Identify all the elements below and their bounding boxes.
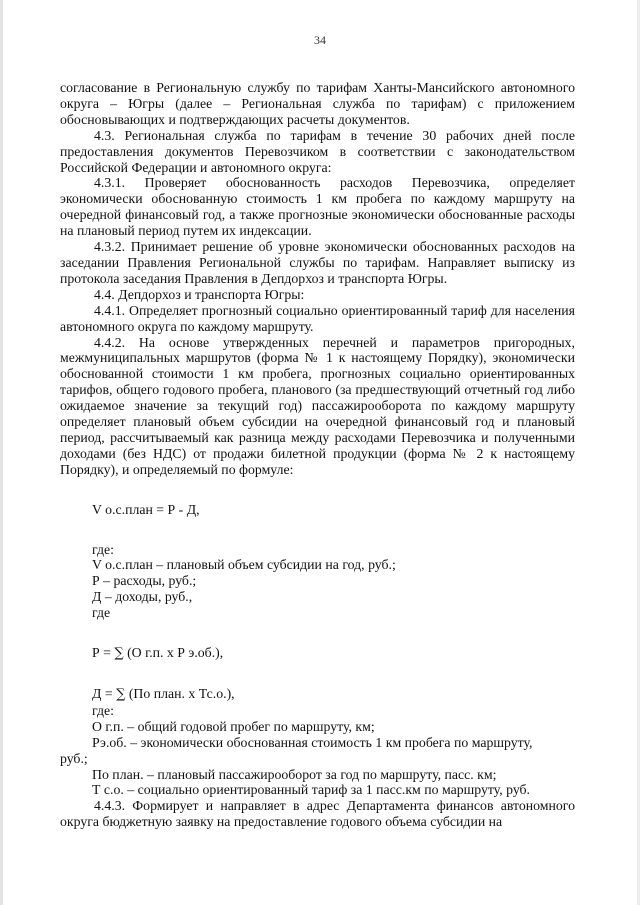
spacer (60, 662, 575, 686)
where-label: где: (92, 702, 114, 718)
definition-expenses: Р – расходы, руб.; (92, 573, 197, 589)
paragraph-4-3-2: 4.3.2. Принимает решение об уровне экономически обоснованных расходов на заседании Правления Региональной службы по тарифам. Направляет выписку из протокола заседания Правления в Депдорхоз и транспорта Югры. (60, 239, 575, 286)
definition-mileage: О г.п. – общий годовой пробег по маршруту, км; (92, 718, 375, 734)
formula-subsidy: V о.с.план = Р - Д, (92, 501, 200, 517)
definition-subsidy: V о.с.план – плановый объем субсидии на год, руб.; (92, 557, 396, 573)
where-label: где: (92, 541, 114, 557)
spacer (60, 518, 575, 542)
document-body (60, 80, 575, 830)
page-number: 34 (314, 33, 326, 47)
formula-expenses: Р = ∑ (О г.п. х Р э.об.), (92, 645, 224, 662)
paragraph-4-3: 4.3. Региональная служба по тарифам в течение 30 рабочих дней после предоставления документов Перевозчиком в соответствии с законодательством Российской Федерации и автономного округа: (60, 127, 575, 175)
formula-income: Д = ∑ (По план. х Тс.о.), (92, 686, 235, 702)
paragraph-4-4-3: 4.4.3. Формирует и направляет в адрес Департамента финансов автономного округа бюджетную заявку на предоставление годового объема субсидии на (60, 798, 575, 830)
paragraph-intro: согласование в Региональную службу по тарифам Ханты-Мансийского автономного округа – Югры (далее – Региональная служба по тарифам) с приложением обосновывающих и подтверждающих расчеты документов. (60, 80, 575, 127)
definition-social-tariff: Т с.о. – социально ориентированный тариф за 1 пасс.км по маршруту, руб. (92, 782, 531, 798)
spacer (60, 621, 575, 645)
definition-km-cost-continued: руб.; (60, 750, 88, 766)
sum-symbol: ∑ (116, 687, 126, 702)
scan-edge-left (0, 0, 3, 905)
paragraph-4-3-1: 4.3.1. Проверяет обоснованность расходов Перевозчика, определяет экономически обоснованную стоимость 1 км пробега по каждому маршруту на очередной финансовый год, а также прогнозные экономически обоснованные расходы на плановый период путем их индексации. (60, 175, 575, 239)
paragraph-4-4-1: 4.4.1. Определяет прогнозный социально ориентированный тариф для населения автономного округа по каждому маршруту. (60, 302, 575, 334)
where-label: где (92, 605, 111, 621)
definition-passenger-turnover: По план. – плановый пассажирооборот за год по маршруту, пасс. км; (92, 766, 497, 782)
definition-income: Д – доходы, руб., (92, 589, 193, 605)
paragraph-4-4-2: 4.4.2. На основе утвержденных перечней и параметров пригородных, межмуниципальных маршрутов (форма № 1 к настоящему Порядку), экономически обоснованной стоимости 1 км пробега, прогнозных социально ориентированных тарифов, общего годового пробега, планового (за предшествующий отчетный год либо ожидаемое значение за текущий год) пассажирооборота по каждому маршруту определяет плановый объем субсидии на очередной финансовый год и плановый период, рассчитываемый как разница между расходами Перевозчика и полученными доходами (без НДС) от продажи билетной продукции (форма № 2 к настоящему Порядку), и определяемый по формуле: (60, 334, 575, 477)
sum-symbol: ∑ (114, 646, 124, 662)
spacer (60, 478, 575, 502)
paragraph-4-4: 4.4. Депдорхоз и транспорта Югры: (94, 286, 305, 302)
definition-km-cost: Рэ.об. – экономически обоснованная стоимость 1 км пробега по маршруту, (92, 734, 533, 750)
